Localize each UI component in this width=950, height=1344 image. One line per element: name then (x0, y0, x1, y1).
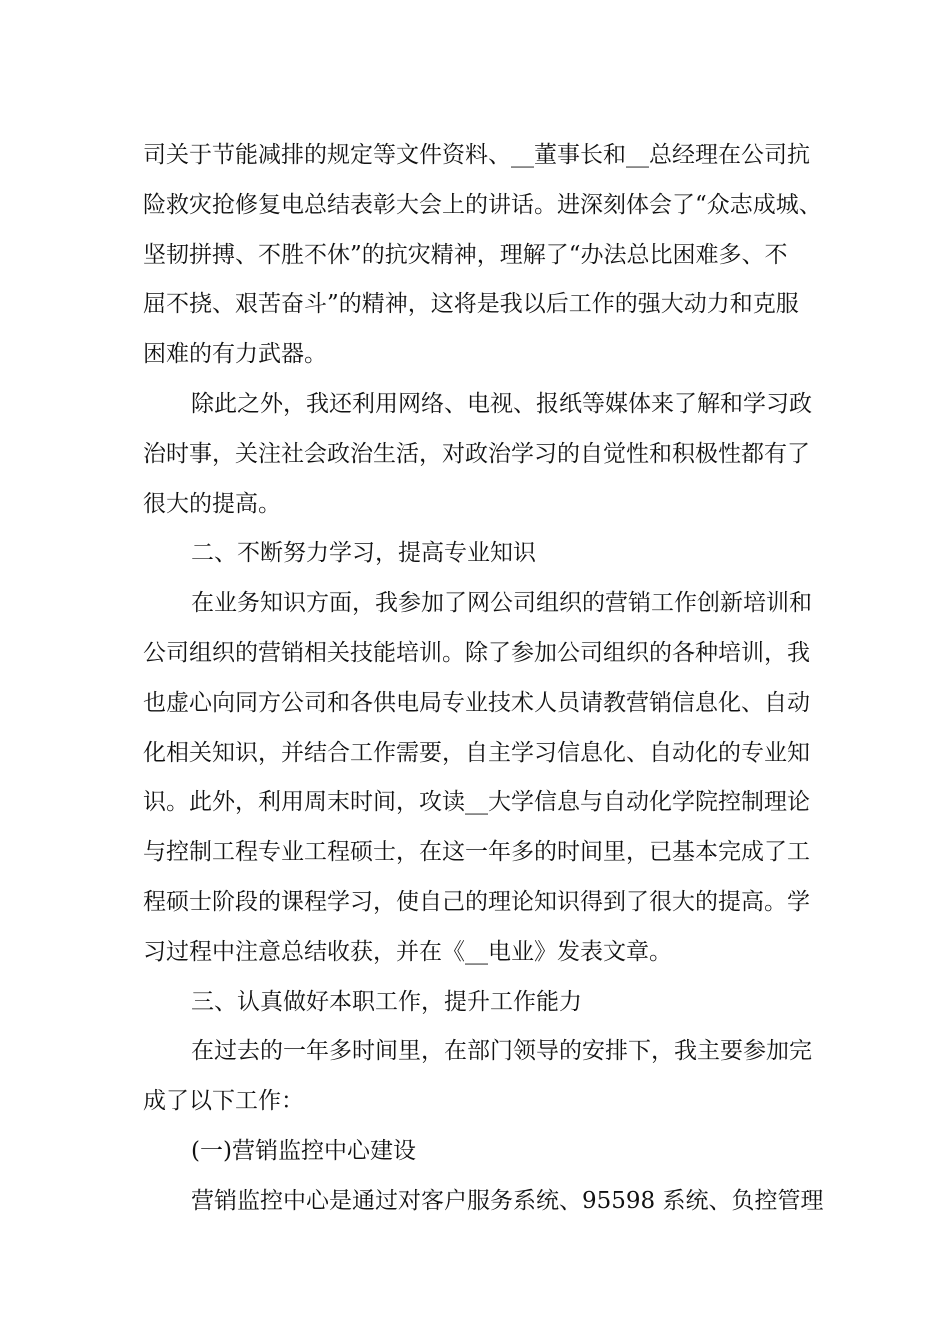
document-line: 屈不挠、艰苦奋斗”的精神，这将是我以后工作的强大动力和克服 (143, 291, 799, 318)
document-line: 程硕士阶段的课程学习，使自己的理论知识得到了很大的提高。学 (143, 888, 810, 915)
document-line: 与控制工程专业工程硕士，在这一年多的时间里，已基本完成了工 (143, 839, 810, 866)
document-line: 司关于节能减排的规定等文件资料、__董事长和__总经理在公司抗 (143, 142, 810, 168)
document-line: 公司组织的营销相关技能培训。除了参加公司组织的各种培训，我 (143, 639, 810, 666)
document-line: (一)营销监控中心建设 (191, 1137, 416, 1164)
document-line: 很大的提高。 (143, 490, 281, 517)
document-body (143, 131, 824, 1227)
document-line: 治时事，关注社会政治生活，对政治学习的自觉性和积极性都有了 (143, 440, 810, 467)
document-line: 坚韧拼搏、不胜不休”的抗灾精神，理解了“办法总比困难多、不 (143, 241, 788, 268)
document-line: 识。此外，利用周末时间，攻读__大学信息与自动化学院控制理论 (143, 789, 810, 816)
document-line: 习过程中注意总结收获，并在《__电业》发表文章。 (143, 938, 672, 965)
document-line: 二、不断努力学习，提高专业知识 (191, 540, 536, 567)
document-line: 除此之外，我还利用网络、电视、报纸等媒体来了解和学习政 (191, 390, 812, 417)
document-line: 困难的有力武器。 (143, 341, 327, 368)
document-line: 化相关知识，并结合工作需要，自主学习信息化、自动化的专业知 (143, 739, 810, 766)
document-line: 三、认真做好本职工作，提升工作能力 (191, 988, 582, 1015)
document-line: 也虚心向同方公司和各供电局专业技术人员请教营销信息化、自动 (143, 689, 810, 716)
document-line: 在业务知识方面，我参加了网公司组织的营销工作创新培训和 (191, 590, 812, 617)
document-line: 在过去的一年多时间里，在部门领导的安排下，我主要参加完 (191, 1038, 812, 1065)
document-line: 营销监控中心是通过对客户服务系统、95598 系统、负控管理 (191, 1187, 824, 1214)
document-line: 成了以下工作： (143, 1088, 304, 1115)
document-line: 险救灾抢修复电总结表彰大会上的讲话。进深刻体会了“众志成城、 (143, 191, 822, 218)
